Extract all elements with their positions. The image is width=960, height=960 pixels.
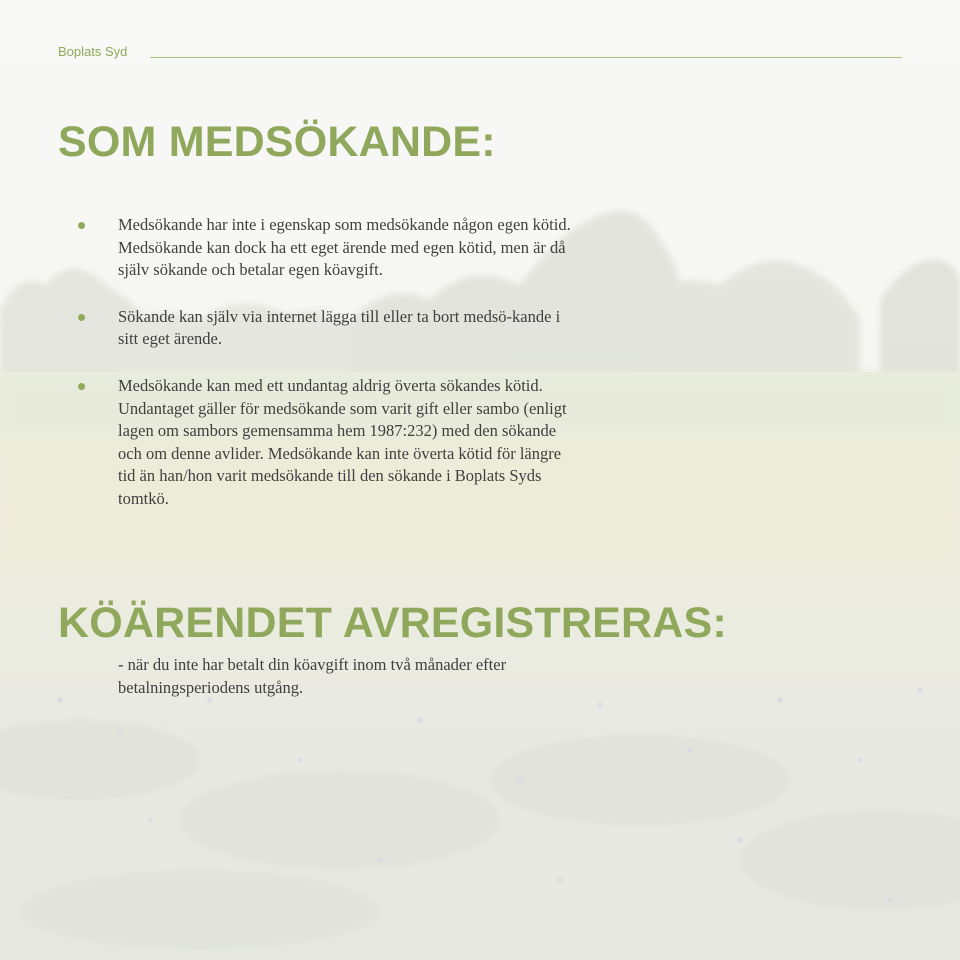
bullet-text: Sökande kan själv via internet lägga till eller ta bort medsö-kande i sitt eget ärende. <box>118 306 561 349</box>
bullet-text: Medsökande har inte i egenskap som medsökande någon egen kötid. Medsökande kan dock ha ett eget ärende med egen kötid, men är då själv sökande och betalar egen köavgift. <box>118 215 571 280</box>
bullet-dot-icon <box>78 222 85 229</box>
section-title-medsokande: SOM MEDSÖKANDE: <box>58 118 496 166</box>
section-title-avregistrering: KÖÄRENDET AVREGISTRERAS: <box>58 599 727 647</box>
header-divider <box>150 57 902 58</box>
list-item <box>78 306 578 351</box>
list-item <box>78 375 578 511</box>
list-item <box>78 214 578 282</box>
deregistration-note: - när du inte har betalt din köavgift inom två månader efter betalningsperiodens utgång. <box>118 655 507 697</box>
bullet-dot-icon <box>78 314 85 321</box>
brand-label: Boplats Syd <box>58 44 128 59</box>
bullet-text: Medsökande kan med ett undantag aldrig överta sökandes kötid. Undantaget gäller för medsökande som varit gift eller sambo (enligt lagen om sambors gemensamma hem 1987:232) med den sökande och om denne avlider. Medsökande kan inte överta kötid för längre tid än han/hon varit medsökande till den sökande i Boplats Syds tomtkö. <box>118 375 567 508</box>
bullet-list <box>78 214 578 535</box>
bullet-dot-icon <box>78 383 85 390</box>
